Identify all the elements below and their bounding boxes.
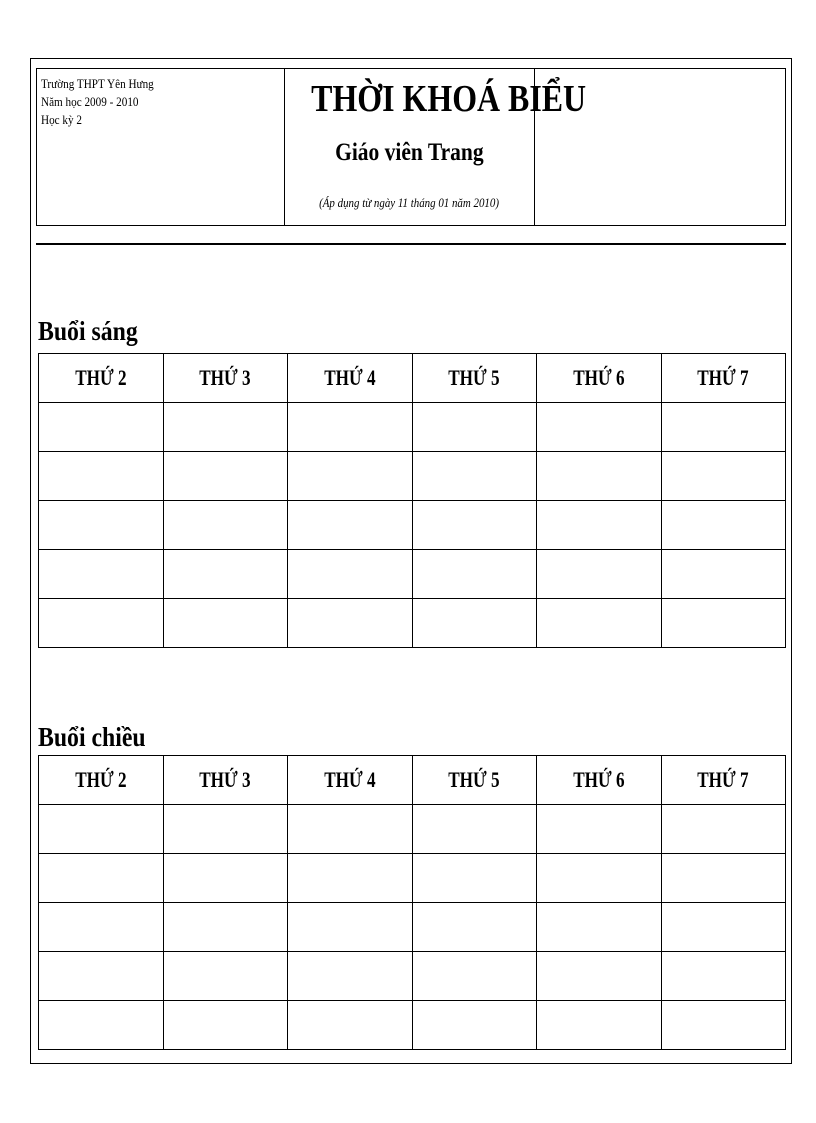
timetable-cell <box>661 501 786 550</box>
timetable-cell <box>163 854 288 903</box>
timetable-cell <box>537 805 662 854</box>
timetable-cell <box>288 599 413 648</box>
timetable-cell <box>412 854 537 903</box>
morning-body <box>39 403 786 648</box>
timetable-cell <box>163 805 288 854</box>
page-title: THỜI KHOÁ BIỂU <box>311 78 587 120</box>
timetable-cell <box>39 1001 164 1050</box>
timetable-cell <box>412 1001 537 1050</box>
table-row <box>39 854 786 903</box>
timetable-cell <box>163 1001 288 1050</box>
school-name: Trường THPT Yên Hưng <box>41 76 154 91</box>
school-year: Năm học 2009 - 2010 <box>41 94 139 109</box>
afternoon-day-header <box>537 756 662 805</box>
timetable-cell <box>288 403 413 452</box>
afternoon-day-header <box>288 756 413 805</box>
semester: Học kỳ 2 <box>41 112 82 127</box>
table-row <box>39 903 786 952</box>
school-info <box>37 69 285 225</box>
header-divider <box>36 243 786 245</box>
timetable-cell <box>412 599 537 648</box>
timetable-cell <box>412 805 537 854</box>
timetable-cell <box>39 501 164 550</box>
timetable-cell <box>163 501 288 550</box>
timetable-cell <box>288 550 413 599</box>
afternoon-body <box>39 805 786 1050</box>
morning-day-label: THỨ 2 <box>75 365 127 390</box>
morning-day-header <box>537 354 662 403</box>
morning-day-label: THỨ 4 <box>324 365 376 390</box>
table-row <box>39 952 786 1001</box>
timetable-cell <box>661 452 786 501</box>
timetable-cell <box>163 952 288 1001</box>
timetable-cell <box>537 599 662 648</box>
timetable-cell <box>537 403 662 452</box>
morning-day-label: THỨ 7 <box>697 365 749 390</box>
timetable-cell <box>537 903 662 952</box>
afternoon-section-title: Buổi chiều <box>38 722 146 752</box>
timetable-cell <box>412 403 537 452</box>
timetable-cell <box>39 599 164 648</box>
timetable-cell <box>537 550 662 599</box>
table-row <box>39 805 786 854</box>
afternoon-day-label: THỨ 4 <box>324 767 376 792</box>
morning-header-row <box>39 354 786 403</box>
morning-day-header <box>661 354 786 403</box>
table-row <box>39 452 786 501</box>
document-header <box>36 68 786 226</box>
teacher-name: Giáo viên Trang <box>335 139 484 166</box>
timetable-cell <box>163 550 288 599</box>
timetable-cell <box>163 903 288 952</box>
morning-day-header <box>39 354 164 403</box>
morning-day-label: THỨ 5 <box>448 365 500 390</box>
timetable-cell <box>39 903 164 952</box>
timetable-cell <box>288 452 413 501</box>
timetable-cell <box>39 403 164 452</box>
timetable-cell <box>537 952 662 1001</box>
timetable-cell <box>163 452 288 501</box>
afternoon-day-label: THỨ 5 <box>448 767 500 792</box>
timetable-cell <box>537 854 662 903</box>
afternoon-day-header <box>412 756 537 805</box>
applied-date: (Áp dụng từ ngày 11 tháng 01 năm 2010) <box>319 195 500 210</box>
afternoon-day-header <box>39 756 164 805</box>
timetable-cell <box>661 952 786 1001</box>
afternoon-timetable <box>38 755 786 1050</box>
timetable-cell <box>537 452 662 501</box>
afternoon-day-header <box>661 756 786 805</box>
morning-day-header <box>163 354 288 403</box>
morning-section-title: Buổi sáng <box>38 316 138 346</box>
timetable-cell <box>39 550 164 599</box>
timetable-cell <box>661 550 786 599</box>
morning-day-label: THỨ 6 <box>573 365 625 390</box>
timetable-cell <box>163 403 288 452</box>
afternoon-day-label: THỨ 3 <box>199 767 251 792</box>
timetable-cell <box>661 599 786 648</box>
table-row <box>39 501 786 550</box>
timetable-cell <box>39 452 164 501</box>
table-row <box>39 550 786 599</box>
timetable-cell <box>412 903 537 952</box>
timetable-cell <box>537 1001 662 1050</box>
timetable-cell <box>412 550 537 599</box>
table-row <box>39 403 786 452</box>
morning-day-header <box>288 354 413 403</box>
afternoon-day-label: THỨ 2 <box>75 767 127 792</box>
timetable-cell <box>412 952 537 1001</box>
timetable-cell <box>412 501 537 550</box>
timetable-cell <box>661 903 786 952</box>
timetable-cell <box>163 599 288 648</box>
timetable-cell <box>288 501 413 550</box>
afternoon-day-header <box>163 756 288 805</box>
morning-timetable <box>38 353 786 648</box>
timetable-cell <box>537 501 662 550</box>
timetable-cell <box>39 805 164 854</box>
afternoon-day-label: THỨ 6 <box>573 767 625 792</box>
afternoon-day-label: THỨ 7 <box>697 767 749 792</box>
timetable-cell <box>288 952 413 1001</box>
table-row <box>39 599 786 648</box>
timetable-cell <box>661 403 786 452</box>
morning-day-header <box>412 354 537 403</box>
timetable-cell <box>661 805 786 854</box>
timetable-cell <box>288 805 413 854</box>
timetable-cell <box>412 452 537 501</box>
timetable-cell <box>288 854 413 903</box>
morning-day-label: THỨ 3 <box>199 365 251 390</box>
timetable-cell <box>288 903 413 952</box>
table-row <box>39 1001 786 1050</box>
timetable-cell <box>39 854 164 903</box>
timetable-cell <box>661 1001 786 1050</box>
afternoon-header-row <box>39 756 786 805</box>
title-block <box>285 69 587 225</box>
timetable-cell <box>288 1001 413 1050</box>
timetable-cell <box>39 952 164 1001</box>
timetable-cell <box>661 854 786 903</box>
